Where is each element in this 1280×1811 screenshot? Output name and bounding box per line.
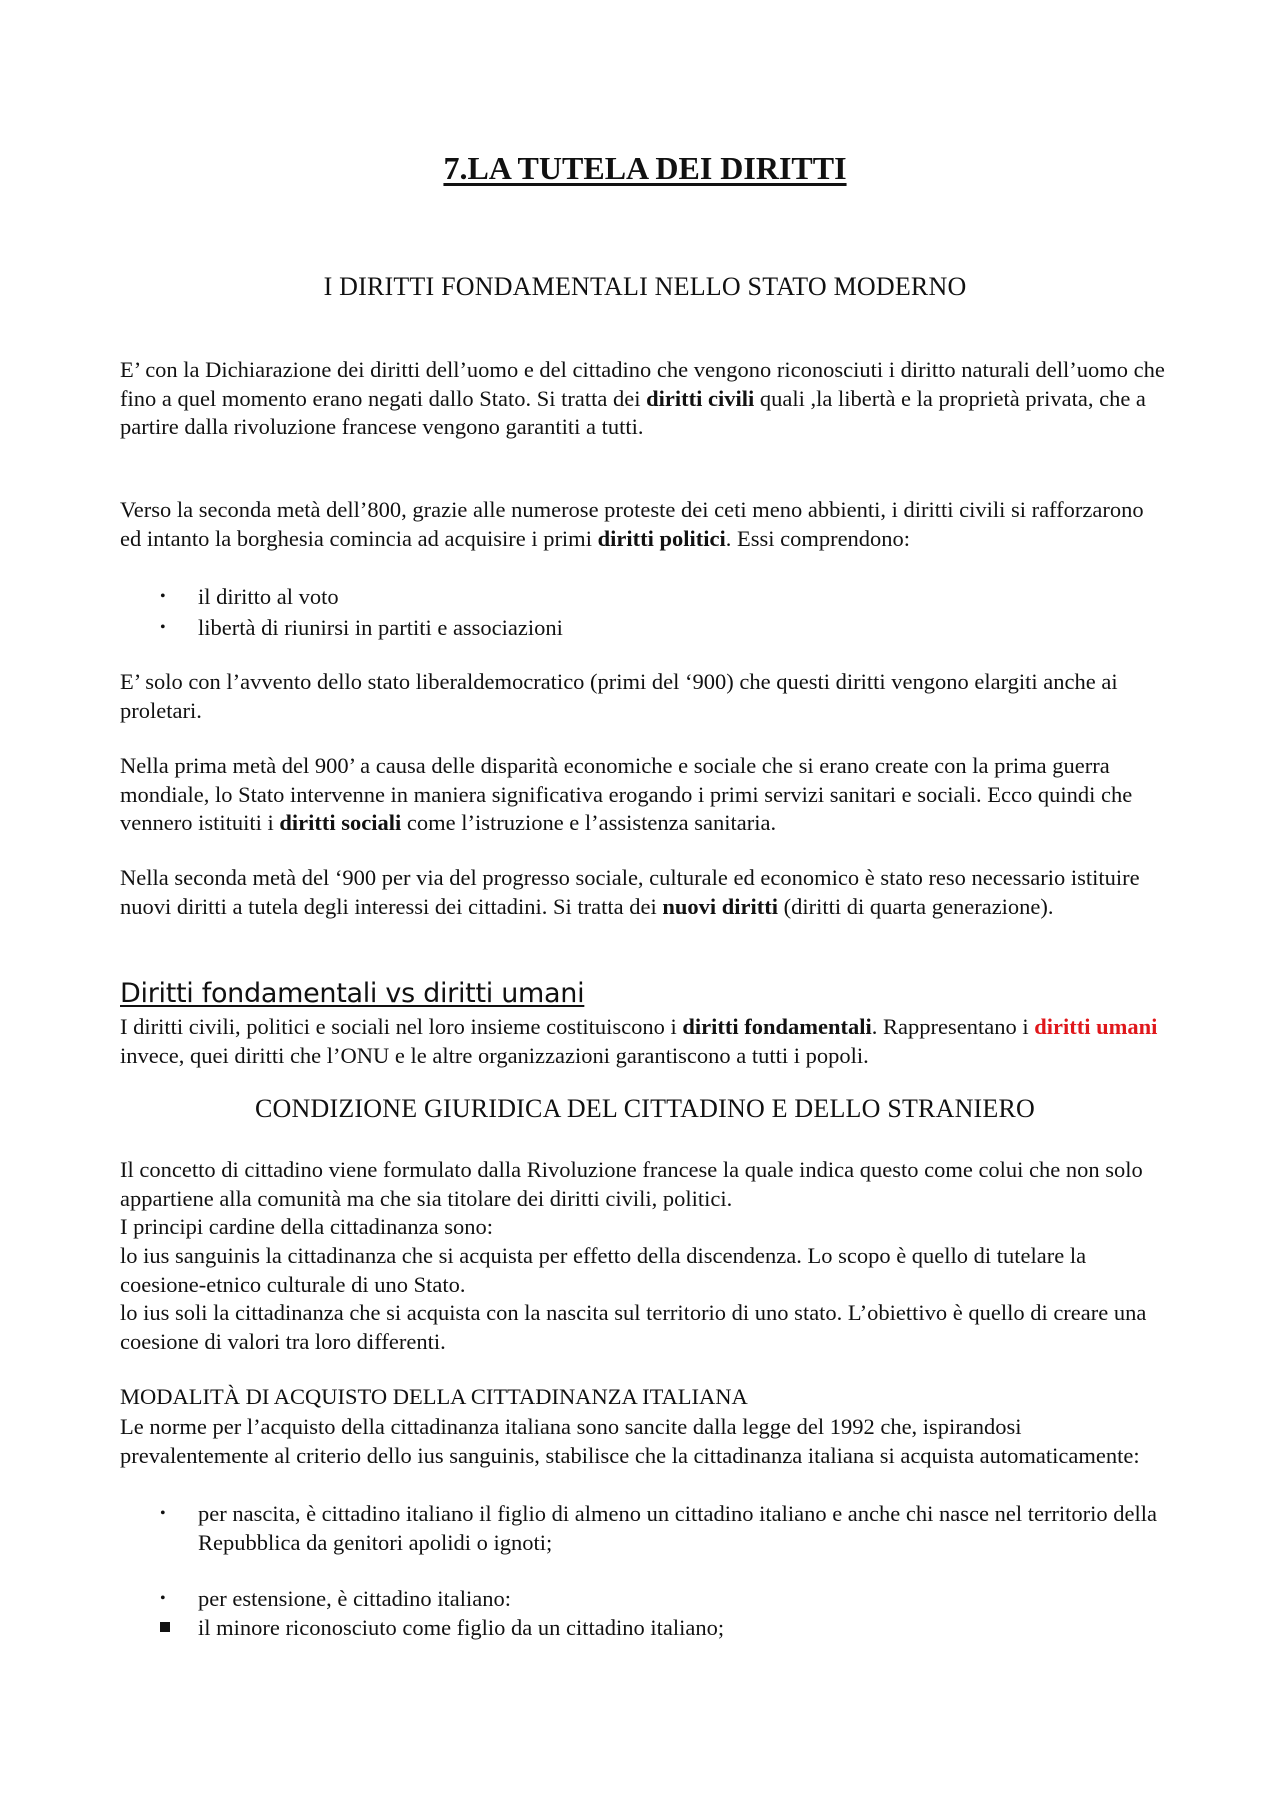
paragraph-diritti-politici: Verso la seconda metà dell’800, grazie alle numerose proteste dei ceti meno abbienti, i diritti civili si rafforzarono ed intanto la borghesia comincia ad acquisire i primi diritti politici. Essi comprendono: <box>120 497 1144 551</box>
subheading-modalita-acquisto: MODALITÀ DI ACQUISTO DELLA CITTADINANZA ITALIANA <box>120 1384 748 1409</box>
bullet-icon: • <box>160 619 166 636</box>
list-item: il minore riconosciuto come figlio da un cittadino italiano; <box>120 1613 1170 1642</box>
paragraph-diritti-sociali: Nella prima metà del 900’ a causa delle disparità economiche e sociale che si erano create con la prima guerra mondiale, lo Stato intervenne in maniera significativa erogando i primi servizi sanitari e sociali. Ecco quindi che vennero istituiti i diritti sociali come l’istruzione e l’assistenza sanitaria. <box>120 753 1133 835</box>
list-acquisto-cittadinanza <box>120 1499 1170 1557</box>
paragraph-diritti-umani: I diritti civili, politici e sociali nel loro insieme costituiscono i diritti fondamentali. Rappresentano i diritti umani invece, quei diritti che l’ONU e le altre organizzazioni garantiscono a tutti i popoli. <box>120 1014 1158 1068</box>
list-item: • per nascita, è cittadino italiano il figlio di almeno un cittadino italiano e anche chi nasce nel territorio della Repubblica da genitori apolidi o ignoti; <box>160 1501 1158 1555</box>
page-title-text: 7.LA TUTELA DEI DIRITTI <box>443 150 847 186</box>
bullet-icon: • <box>160 1590 166 1607</box>
section-heading-diritti-fondamentali: I DIRITTI FONDAMENTALI NELLO STATO MODERNO <box>323 272 967 301</box>
list-item: • il diritto al voto <box>160 584 339 609</box>
bullet-icon: • <box>160 1505 166 1522</box>
list-item: • libertà di riunirsi in partiti e associazioni <box>160 615 563 640</box>
bullet-icon: • <box>160 588 166 605</box>
list-estensione <box>120 1584 1170 1642</box>
paragraph-concetto-cittadino: Il concetto di cittadino viene formulato dalla Rivoluzione francese la quale indica questo come colui che non solo appartiene alla comunità ma che sia titolare dei diritti civili, politici. <box>120 1157 1143 1211</box>
paragraph-liberaldemocratico: E’ solo con l’avvento dello stato liberaldemocratico (primi del ‘900) che questi diritti vengono elargiti anche ai proletari. <box>120 669 1118 723</box>
square-bullet-icon <box>160 1622 170 1632</box>
paragraph-ius-sanguinis: lo ius sanguinis la cittadinanza che si acquista per effetto della discendenza. Lo scopo è quello di tutelare la coesione-etnico culturale di uno Stato. <box>120 1243 1087 1297</box>
list-item: • per estensione, è cittadino italiano: <box>160 1586 512 1611</box>
subheading-diritti-umani: Diritti fondamentali vs diritti umani <box>120 978 585 1009</box>
section-heading-condizione-giuridica: CONDIZIONE GIURIDICA DEL CITTADINO E DELLO STRANIERO <box>254 1094 1036 1123</box>
highlight-diritti-umani: diritti umani <box>1034 1014 1158 1039</box>
page-title <box>120 150 1170 187</box>
paragraph-principi-cardine: I principi cardine della cittadinanza sono: <box>120 1214 493 1239</box>
paragraph-dichiarazione: E’ con la Dichiarazione dei diritti dell’uomo e del cittadino che vengono riconosciuti i diritto naturali dell’uomo che fino a quel momento erano negati dallo Stato. Si tratta dei diritti civili quali ,la libertà e la proprietà privata, che a partire dalla rivoluzione francese vengono garantiti a tutti. <box>120 357 1165 439</box>
paragraph-norme-acquisto: Le norme per l’acquisto della cittadinanza italiana sono sancite dalla legge del 1992 che, ispirandosi prevalentemente al criterio dello ius sanguinis, stabilisce che la cittadinanza italiana si acquista automaticamente: <box>120 1414 1140 1468</box>
paragraph-nuovi-diritti: Nella seconda metà del ‘900 per via del progresso sociale, culturale ed economico è stato reso necessario istituire nuovi diritti a tutela degli interessi dei cittadini. Si tratta dei nuovi diritti (diritti di quarta generazione). <box>120 865 1140 919</box>
paragraph-ius-soli: lo ius soli la cittadinanza che si acquista con la nascita sul territorio di uno stato. L’obiettivo è quello di creare una coesione di valori tra loro differenti. <box>120 1300 1147 1354</box>
list-diritti-politici <box>120 582 1170 642</box>
